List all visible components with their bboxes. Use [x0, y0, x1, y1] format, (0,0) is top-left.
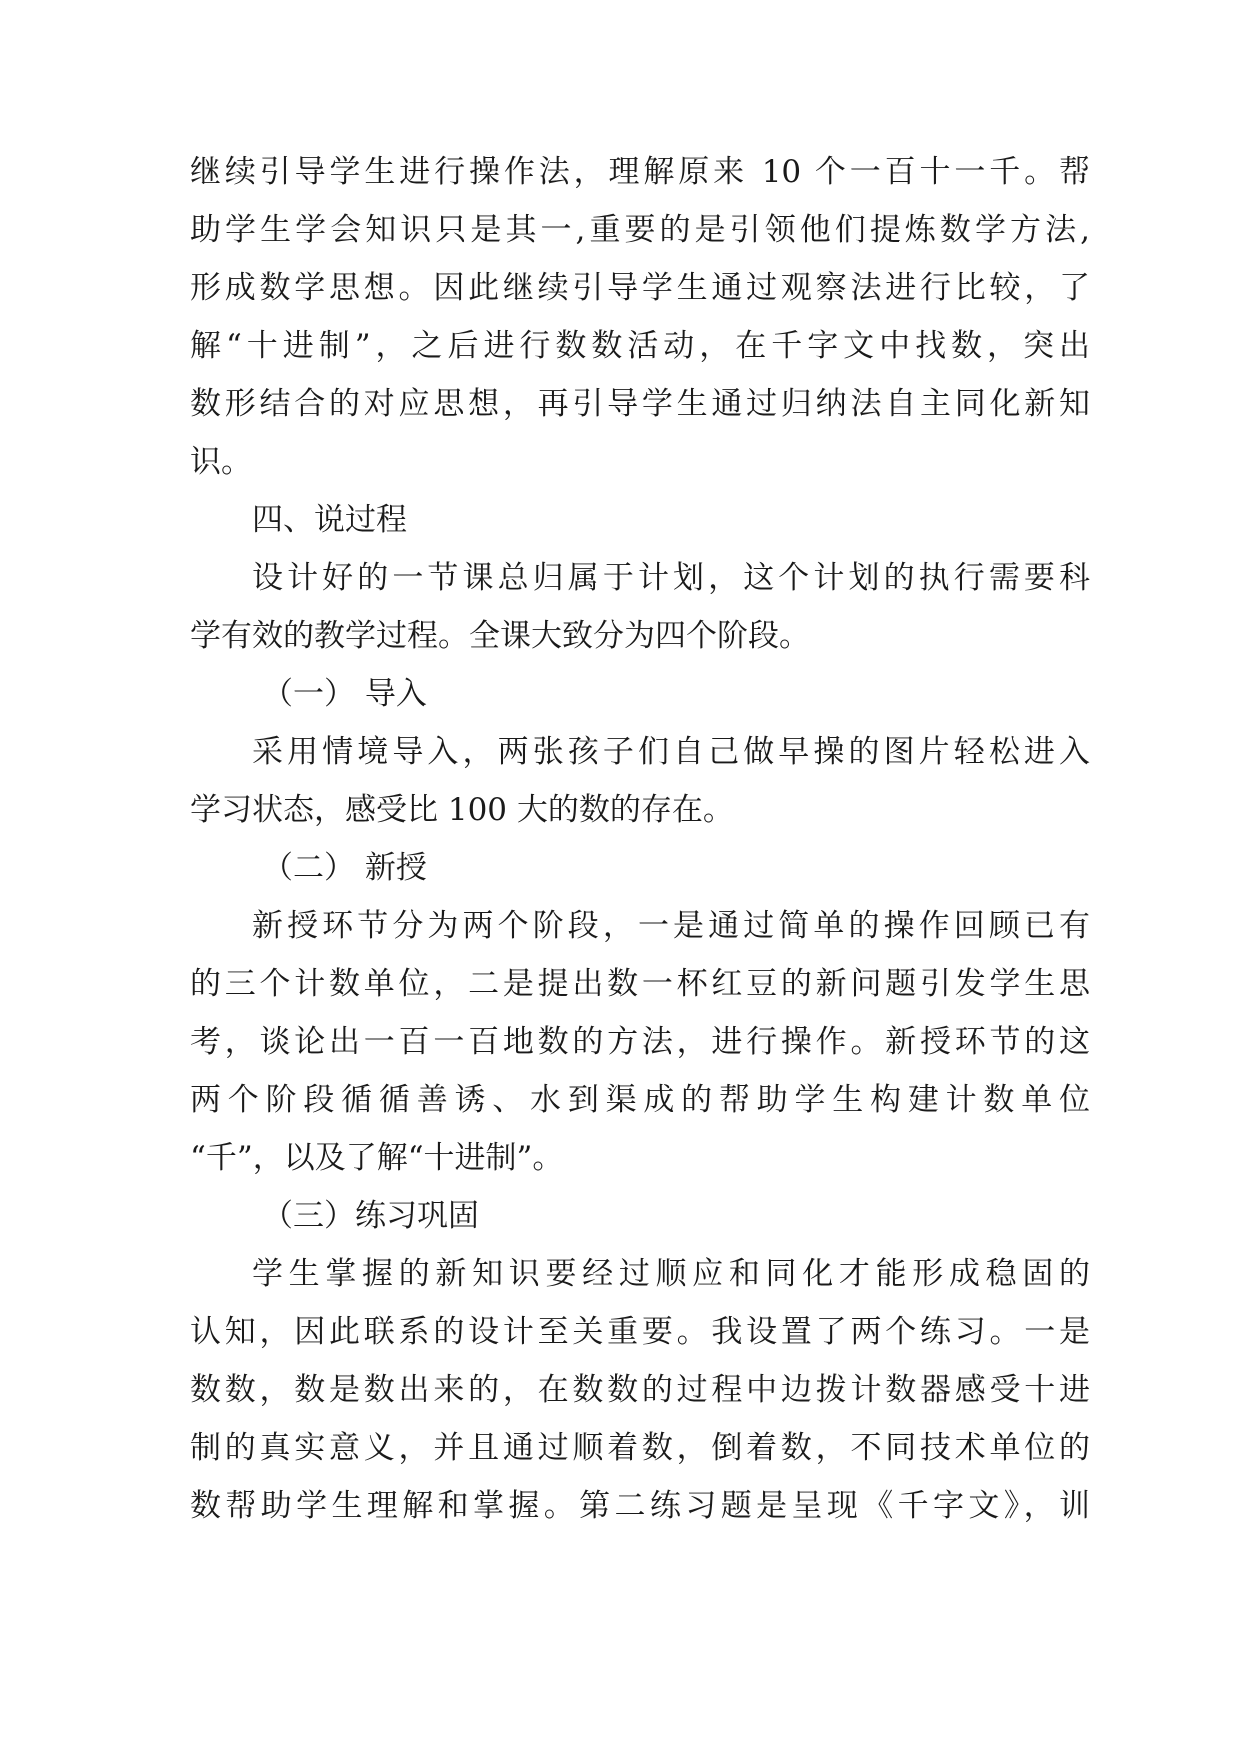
text-line: 学习状态，感受比 100 大的数的存在。	[190, 792, 734, 828]
text-line: 数帮助学生理解和掌握。第二练习题是呈现《千字文》，训	[190, 1488, 1090, 1524]
text-line: 形成数学思想。因此继续引导学生通过观察法进行比较，了	[190, 270, 1090, 306]
text-line: 认知，因此联系的设计至关重要。我设置了两个练习。一是	[190, 1314, 1090, 1350]
text-line: “千”，以及了解“十进制”。	[190, 1140, 564, 1176]
text-line: 新授环节分为两个阶段，一是通过简单的操作回顾已有	[252, 908, 1090, 944]
text-line: 解“十进制”，之后进行数数活动，在千字文中找数，突出	[190, 328, 1090, 364]
text-line: 助学生学会知识只是其一,重要的是引领他们提炼数学方法,	[190, 212, 1090, 248]
subsection-heading: （三）练习巩固	[262, 1198, 479, 1234]
text-line: 数数，数是数出来的，在数数的过程中边拨计数器感受十进	[190, 1372, 1090, 1408]
text-line: 学有效的教学过程。全课大致分为四个阶段。	[190, 618, 810, 654]
subsection-heading: （二） 新授	[262, 850, 427, 886]
text-line: 继续引导学生进行操作法，理解原来 10 个一百十一千。帮	[190, 154, 1090, 190]
text-line: 设计好的一节课总归属于计划，这个计划的执行需要科	[252, 560, 1090, 596]
text-line: 的三个计数单位，二是提出数一杯红豆的新问题引发学生思	[190, 966, 1090, 1002]
text-line: 学生掌握的新知识要经过顺应和同化才能形成稳固的	[252, 1256, 1090, 1292]
subsection-heading: （一） 导入	[262, 676, 427, 712]
text-line: 识。	[190, 444, 252, 480]
text-line: 采用情境导入，两张孩子们自己做早操的图片轻松进入	[252, 734, 1090, 770]
text-line: 两个阶段循循善诱、水到渠成的帮助学生构建计数单位	[190, 1082, 1090, 1118]
section-heading: 四、说过程	[252, 502, 407, 538]
text-line: 考，谈论出一百一百地数的方法，进行操作。新授环节的这	[190, 1024, 1090, 1060]
text-line: 制的真实意义，并且通过顺着数，倒着数，不同技术单位的	[190, 1430, 1090, 1466]
text-line: 数形结合的对应思想，再引导学生通过归纳法自主同化新知	[190, 386, 1090, 422]
